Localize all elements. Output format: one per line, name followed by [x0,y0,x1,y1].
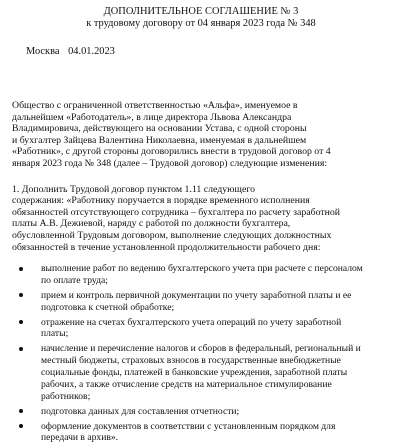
duty-line: социальные фонды, платежей в банковские учреждения, заработной платы [41,367,348,379]
duty-line: передачи в архив». [41,432,119,444]
duty-line: отражение на счетах бухгалтерского учета операций по учету заработной [41,316,342,328]
duty-item [12,406,390,418]
duty-item [12,290,390,314]
intro-line: дальнейшем «Работодатель», в лице директора Львова Александра [12,111,292,123]
point-1-line: обязанностей отсутствующего сотрудника – бухгалтера по расчету заработной [12,206,341,218]
duty-item [12,343,390,402]
duty-line: работников; [41,390,91,402]
duty-item [12,421,390,444]
duty-line: платы; [41,328,69,340]
intro-line: и бухгалтер Зайцева Валентина Николаевна, именуемая в дальнейшем [12,134,307,146]
document-title: ДОПОЛНИТЕЛЬНОЕ СОГЛАШЕНИЕ № 3 [103,6,299,17]
point-1-line: обязанностей в течение установленной продолжительности рабочего дня: [12,241,321,253]
duty-item [12,317,390,341]
document-subtitle: к трудовому договору от 04 января 2023 года № 348 [86,18,316,29]
duty-line: оформление документов в соответствии с установленным порядком для [41,420,336,432]
duty-line: начисление и перечисление налогов и сборов в федеральный, региональный и [41,343,361,355]
document-date: 04.01.2023 [68,46,115,57]
duty-line: по оплате труда; [41,274,108,286]
duties-list [12,263,390,444]
point-1-line: 1. Дополнить Трудовой договор пунктом 1.11 следующего [12,183,255,195]
duty-line: подготовка данных для составления отчетности; [41,405,240,417]
document-place: Москва [26,46,60,57]
duty-item [12,263,390,287]
place-and-date [26,46,390,58]
duty-line: выполнение работ по ведению бухгалтерского учета при расчете с персоналом [41,263,363,275]
point-1-line: обусловленной Трудовым договором, выполнение следующих должностных [12,229,332,241]
intro-line: Общество с ограниченной ответственностью «Альфа», именуемое в [12,100,298,111]
intro-line: Владимировича, действующего на основании Устава, с одной стороны [12,123,307,135]
duty-line: прием и контроль первичной документации по учету заработной платы и ее [41,289,352,301]
intro-line: «Работник», с другой стороны договорились внести в трудовой договор от 4 [12,146,331,158]
point-1-line: платы А.В. Дежиевой, наряду с работой по должности бухгалтера, [12,218,291,230]
point-1-paragraph [12,184,390,254]
point-1-line: содержания: «Работнику поручается в порядке временного исполнения [12,195,310,207]
intro-paragraph [12,100,390,170]
duty-line: рабочих, а также отчисление средств на материальное стимулирование [41,378,332,390]
duty-line: подготовка к счетной обработке; [41,301,175,313]
intro-line: января 2023 года № 348 (далее – Трудовой договор) следующие изменения: [12,157,328,169]
duty-line: местный бюджеты, страховых взносов в государственные внебюджетные [41,355,341,367]
